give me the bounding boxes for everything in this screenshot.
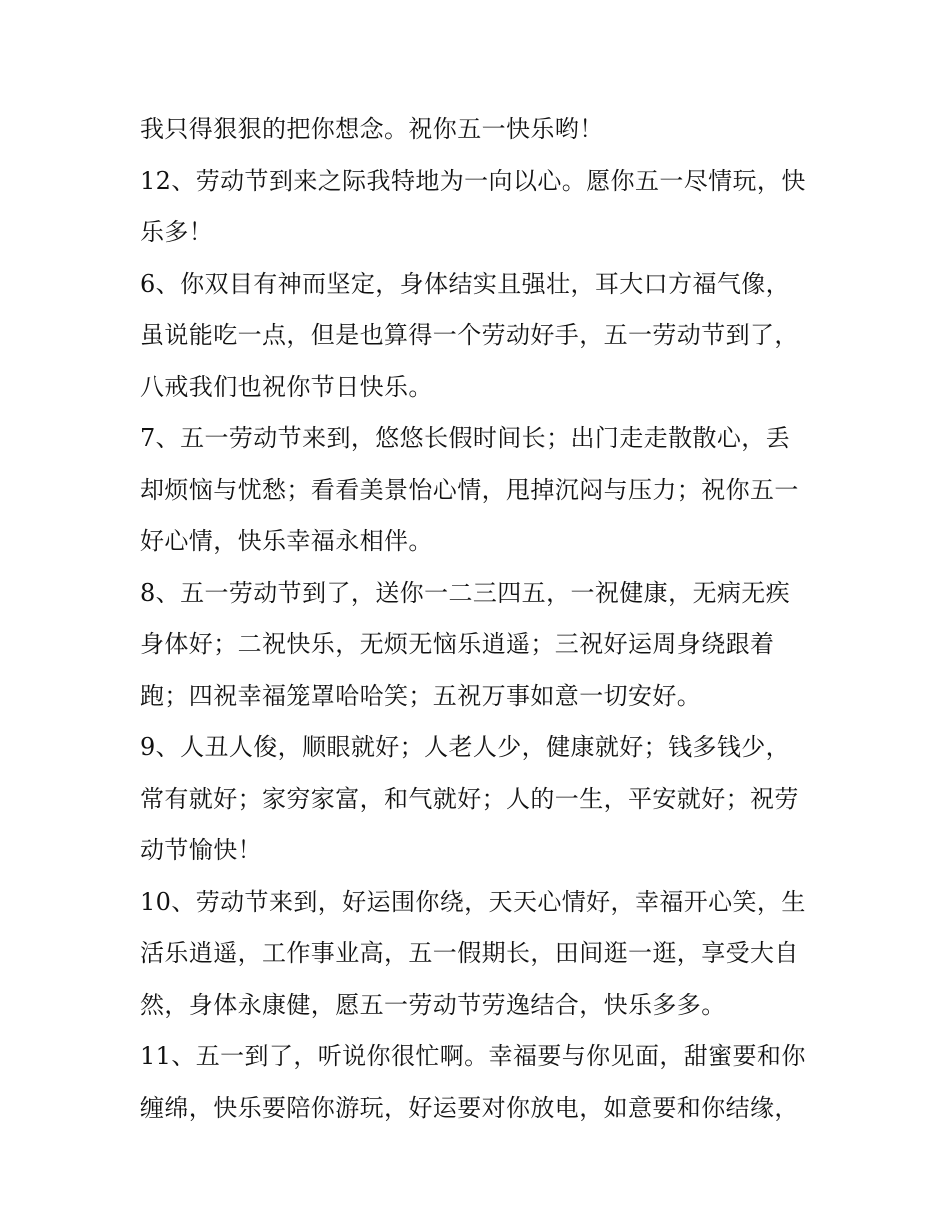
text-line: 八戒我们也祝你节日快乐。 [140, 372, 433, 401]
text-line: 乐多！ [140, 218, 214, 246]
text-line: 活乐逍遥，工作事业高，五一假期长，田间逛一逛，享受大自 [140, 939, 799, 967]
text-line: 10、劳动节来到，好运围你绕，天天心情好，幸福开心笑，生 [140, 887, 806, 916]
text-line: 11、五一到了，听说你很忙啊。幸福要与你见面，甜蜜要和你 [140, 1042, 806, 1070]
text-line: 7、五一劳动节来到，悠悠长假时间长；出门走走散散心，丢 [140, 424, 791, 452]
text-line: 我只得狠狠的把你想念。祝你五一快乐哟！ [140, 115, 604, 143]
text-line: 常有就好；家穷家富，和气就好；人的一生，平安就好；祝劳 [140, 784, 799, 813]
document-body [140, 104, 820, 1134]
text-line: 6、你双目有神而坚定，身体结实且强壮，耳大口方福气像， [140, 269, 791, 298]
text-line: 9、人丑人俊，顺眼就好；人老人少，健康就好；钱多钱少， [140, 733, 791, 761]
text-line: 8、五一劳动节到了，送你一二三四五，一祝健康，无病无疾 [140, 578, 791, 607]
text-line: 缠绵，快乐要陪你游玩，好运要对你放电，如意要和你结缘， [140, 1093, 799, 1122]
text-line: 身体好；二祝快乐，无烦无恼乐逍遥；三祝好运周身绕跟着 [140, 630, 775, 658]
text-line: 动节愉快！ [140, 836, 262, 864]
text-line: 却烦恼与忧愁；看看美景怡心情，甩掉沉闷与压力；祝你五一 [140, 475, 799, 504]
text-line: 好心情，快乐幸福永相伴。 [140, 527, 433, 555]
text-line: 跑；四祝幸福笼罩哈哈笑；五祝万事如意一切安好。 [140, 681, 702, 710]
text-line: 虽说能吃一点，但是也算得一个劳动好手，五一劳动节到了， [140, 321, 799, 349]
text-line: 然，身体永康健，愿五一劳动节劳逸结合，快乐多多。 [140, 990, 726, 1019]
text-line: 12、劳动节到来之际我特地为一向以心。愿你五一尽情玩，快 [140, 166, 806, 195]
